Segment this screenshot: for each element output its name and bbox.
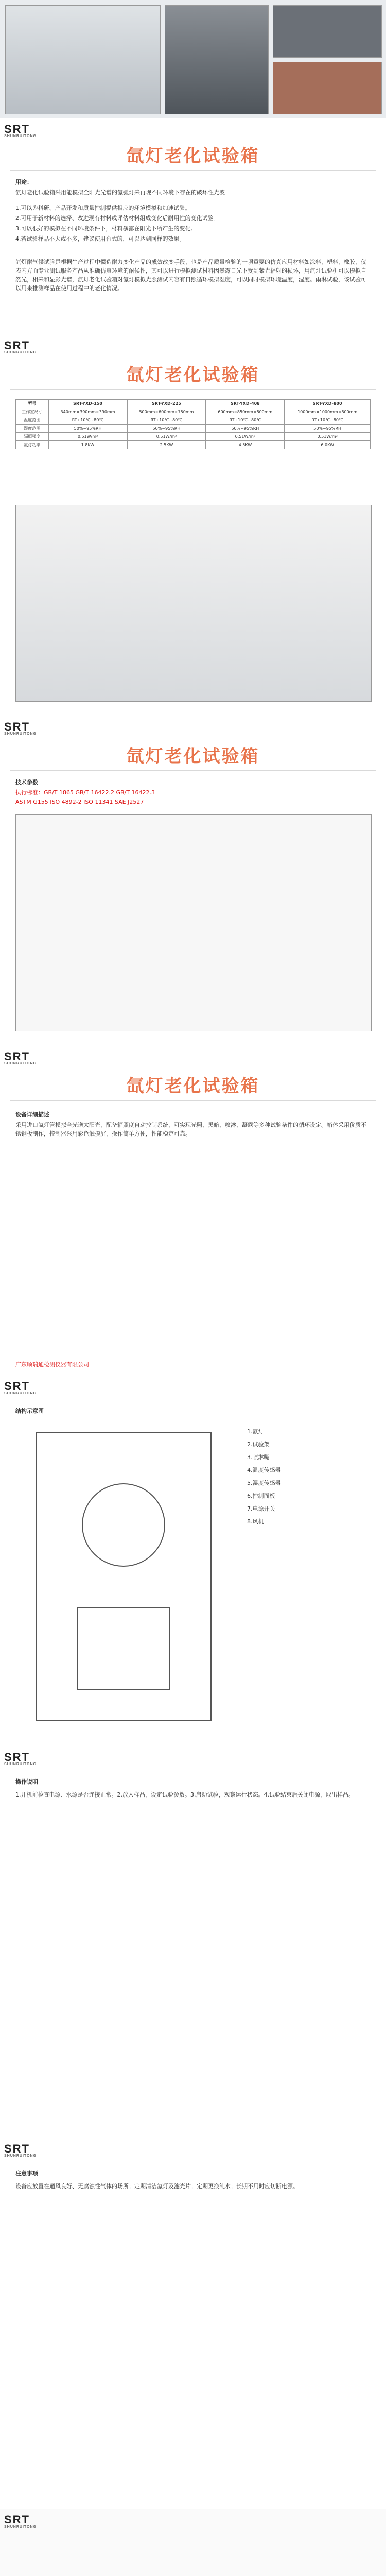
table-cell: 温度范围 (16, 416, 49, 425)
table-cell: 50%~95%RH (48, 425, 127, 433)
table-row (16, 433, 371, 441)
table-cell: 50%~95%RH (206, 425, 285, 433)
intro-heading: 用途： (15, 179, 32, 185)
structure-section (0, 1376, 386, 1747)
part-label: 6.控制面板 (247, 1493, 275, 1499)
brand-logo: SRT SHUNRUITONG (4, 339, 37, 354)
chamber-photo (15, 505, 372, 702)
table-row (16, 441, 371, 449)
divider (10, 170, 376, 171)
intro-bullet: 3.可以很好的模拟在不同环境条件下，材料暴露在阳光下所产生的变化。 (15, 225, 197, 232)
brand-logo: SRT SHUNRUITONG (4, 123, 37, 138)
detail-heading: 设备详细描述 (15, 1111, 49, 1118)
table-cell: 50%~95%RH (285, 425, 371, 433)
table-cell: RT+10℃~80℃ (206, 416, 285, 425)
structure-heading: 结构示意图 (15, 1408, 44, 1414)
brand-logo: SRT SHUNRUITONG (4, 1380, 37, 1395)
part-label: 2.试验架 (247, 1441, 270, 1448)
table-cell: 0.51W/m² (127, 433, 206, 441)
table-cell: 氙灯功率 (16, 441, 49, 449)
part-label: 8.风机 (247, 1518, 264, 1525)
divider (10, 389, 376, 390)
params-heading: 技术参数 (15, 779, 38, 786)
table-cell: RT+10℃~80℃ (285, 416, 371, 425)
page-title: 氙灯老化试验箱 (126, 146, 260, 166)
table-header: SRT-YXD-408 (206, 400, 285, 408)
table-cell: 湿度范围 (16, 425, 49, 433)
brand-logo: SRT SHUNRUITONG (4, 1050, 37, 1065)
params-line: ASTM G155 ISO 4892-2 ISO 11341 SAE J2527 (15, 799, 144, 805)
diagram-image (15, 814, 372, 1031)
product-photo-2 (165, 5, 269, 114)
section-title: 氙灯老化试验箱 (126, 1076, 260, 1096)
part-label: 3.喷淋嘴 (247, 1454, 270, 1461)
table-cell: RT+10℃~80℃ (48, 416, 127, 425)
table-cell: 0.51W/m² (206, 433, 285, 441)
section-title: 氙灯老化试验箱 (126, 365, 260, 385)
product-photo-3 (273, 5, 382, 58)
intro-bullet: 4.若试验样品不大或不多，建议使用台式的，可以达到同样的效果。 (15, 235, 185, 242)
table-cell: 1000mm×1000mm×800mm (285, 408, 371, 416)
table-cell: 340mm×390mm×390mm (48, 408, 127, 416)
operation-heading: 操作说明 (15, 1778, 38, 1785)
closing-section (0, 2509, 386, 2576)
product-photo-1 (5, 5, 161, 114)
params-section (0, 716, 386, 1046)
brand-logo: SRT SHUNRUITONG (4, 2142, 37, 2158)
table-row (16, 408, 371, 416)
table-cell: 50%~95%RH (127, 425, 206, 433)
divider (10, 770, 376, 771)
notes-heading: 注意事项 (15, 2170, 38, 2177)
operation-text: 1.开机前检查电源、水源是否连接正常。2.放入样品，设定试验参数。3.启动试验，观察运行状态。4.试验结束后关闭电源，取出样品。 (15, 1791, 354, 1798)
intro-section (0, 118, 386, 335)
divider (10, 1100, 376, 1101)
detail-section (0, 1046, 386, 1376)
intro-bullet: 1.可以为科研、产品开发和质量控制提供相应的环境模拟和加速试验。 (15, 205, 191, 211)
table-header: SRT-YXD-800 (285, 400, 371, 408)
notes-text: 设备应放置在通风良好、无腐蚀性气体的场所；定期清洁氙灯及滤光片；定期更换纯水；长期不用时应切断电源。 (15, 2183, 299, 2190)
table-header: SRT-YXD-225 (127, 400, 206, 408)
table-row (16, 425, 371, 433)
company-footer: 广东顺瑞通检测仪器有限公司 (15, 1361, 89, 1368)
params-line: 执行标准：GB/T 1865 GB/T 16422.2 GB/T 16422.3 (15, 789, 155, 796)
table-cell: 600mm×850mm×800mm (206, 408, 285, 416)
hero-section (0, 0, 386, 118)
table-cell: RT+10℃~80℃ (127, 416, 206, 425)
table-cell: 4.5KW (206, 441, 285, 449)
spec-table (15, 399, 371, 449)
brand-logo: SRT SHUNRUITONG (4, 2513, 37, 2529)
table-cell: 6.0KW (285, 441, 371, 449)
section-title: 氙灯老化试验箱 (126, 746, 260, 767)
structure-diagram (15, 1422, 232, 1731)
table-cell: 辐照强度 (16, 433, 49, 441)
product-photo-4 (273, 62, 382, 114)
table-cell: 500mm×600mm×750mm (127, 408, 206, 416)
table-cell: 0.51W/m² (285, 433, 371, 441)
part-label: 5.湿度传感器 (247, 1480, 281, 1486)
part-label: 1.氙灯 (247, 1428, 264, 1435)
operation-section (0, 1747, 386, 2138)
table-header: 型号 (16, 400, 49, 408)
spec-section (0, 335, 386, 716)
table-cell: 2.5KW (127, 441, 206, 449)
part-label: 7.电源开关 (247, 1505, 275, 1512)
table-cell: 0.51W/m² (48, 433, 127, 441)
table-header: SRT-YXD-150 (48, 400, 127, 408)
notes-section (0, 2138, 386, 2509)
intro-bullet: 2.可用于新材料的选择、改进现有材料或评估材料组成变化后耐用性的变化试验。 (15, 215, 219, 222)
table-cell: 工作室尺寸 (16, 408, 49, 416)
table-row (16, 416, 371, 425)
table-cell: 1.8KW (48, 441, 127, 449)
brand-logo: SRT SHUNRUITONG (4, 720, 37, 736)
intro-text: 氙灯老化试验箱采用能模拟全阳光光谱的氙弧灯来再现不同环境下存在的破坏性光波 (15, 189, 225, 196)
part-label: 4.温度传感器 (247, 1467, 281, 1473)
brand-logo: SRT SHUNRUITONG (4, 1751, 37, 1766)
description: 氙灯耐气候试验是根据生产过程中惯造耐力变化产品的成效改变手段，也是产品质量检验的一项重要的仿真应用材料如涂料，塑料，橡胶，仪表内方面专业测试服务产品从准确仿真环境的耐候性，其可以进行模拟测试材料因暴露日光下受到紫光辐射的损坏，用氙灯试验机可以模拟自然光，相来和显影光谱，氙灯老化试验箱对氙灯模拟光照测试内容有日照循环模拟湿度，可以同时模拟环境温度，湿度。雨淋试验，该试验可以用来推测样品在使用过程中的老化情况。 (15, 259, 366, 292)
detail-text: 采用进口氙灯管模拟全光谱太阳光，配备辐照度自动控制系统，可实现光照、黑暗、喷淋、凝露等多种试验条件的循环设定。箱体采用优质不锈钢板制作，控制器采用彩色触摸屏，操作简单方便，性能稳定可靠。 (15, 1122, 366, 1137)
